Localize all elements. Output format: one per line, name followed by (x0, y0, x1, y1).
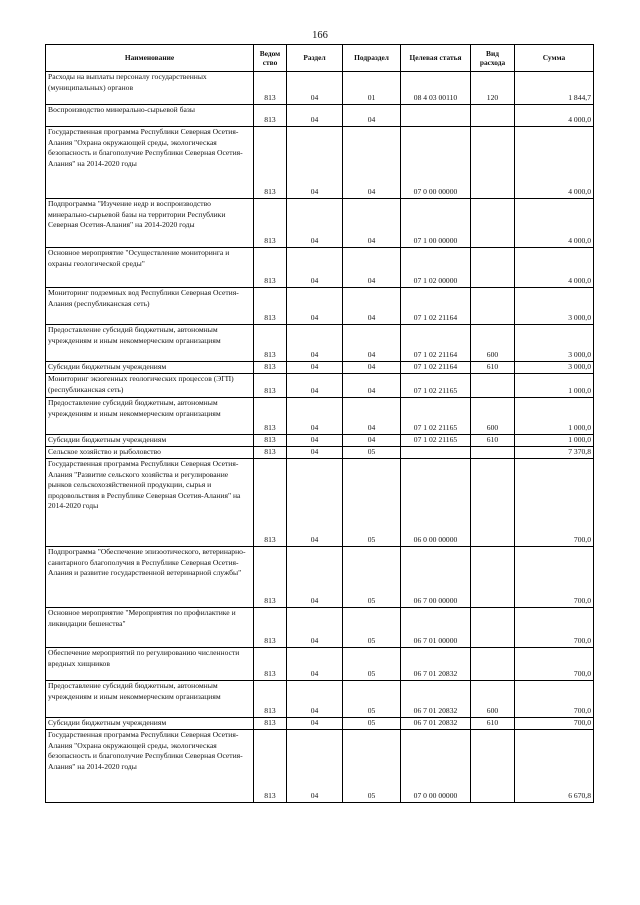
table-body (46, 72, 594, 803)
row-name: Расходы на выплаты персоналу государственных (муниципальных) органов (46, 72, 254, 105)
row-article: 06 7 01 20832 (401, 648, 471, 681)
row-section: 04 (287, 730, 343, 803)
row-name: Предоставление субсидий бюджетным, автономным учреждениям и иным некоммерческим организациям (46, 398, 254, 435)
row-sum: 7 370,8 (515, 447, 594, 459)
row-article: 07 1 02 21165 (401, 435, 471, 447)
row-dept: 813 (254, 730, 287, 803)
table-row (46, 374, 594, 398)
row-dept: 813 (254, 459, 287, 547)
table-row (46, 718, 594, 730)
table-row (46, 248, 594, 288)
row-section: 04 (287, 127, 343, 199)
row-expense-type (471, 648, 515, 681)
row-name: Основное мероприятие "Мероприятия по профилактике и ликвидации бешенства" (46, 608, 254, 648)
row-dept: 813 (254, 648, 287, 681)
row-expense-type (471, 199, 515, 248)
row-article: 07 1 00 00000 (401, 199, 471, 248)
row-subsection: 05 (343, 459, 401, 547)
row-dept: 813 (254, 72, 287, 105)
row-expense-type: 610 (471, 362, 515, 374)
table-row (46, 325, 594, 362)
row-article: 07 1 02 21165 (401, 374, 471, 398)
row-expense-type (471, 374, 515, 398)
header-article: Целевая статья (401, 45, 471, 72)
table-row (46, 459, 594, 547)
header-row (46, 45, 594, 72)
row-sum: 700,0 (515, 608, 594, 648)
row-section: 04 (287, 288, 343, 325)
row-section: 04 (287, 681, 343, 718)
row-dept: 813 (254, 362, 287, 374)
row-name: Предоставление субсидий бюджетным, автономным учреждениям и иным некоммерческим организациям (46, 325, 254, 362)
row-sum: 3 000,0 (515, 288, 594, 325)
table-row (46, 362, 594, 374)
row-section: 04 (287, 199, 343, 248)
row-article: 06 7 01 20832 (401, 718, 471, 730)
row-article: 07 0 00 00000 (401, 730, 471, 803)
row-sum: 4 000,0 (515, 127, 594, 199)
row-name: Подпрограмма "Изучение недр и воспроизводство минерально-сырьевой базы на территории Республики Северная Осетия-Алания" на 2014-2020 годы (46, 199, 254, 248)
row-name: Подпрограмма "Обеспечение эпизоотического, ветеринарно-санитарного благополучия в Республике Северная Осетия-Алания и развитие государственной ветеринарной службы" (46, 547, 254, 608)
row-section: 04 (287, 325, 343, 362)
row-sum: 4 000,0 (515, 199, 594, 248)
row-section: 04 (287, 718, 343, 730)
row-sum: 6 670,8 (515, 730, 594, 803)
row-expense-type: 120 (471, 72, 515, 105)
row-name: Субсидии бюджетным учреждениям (46, 435, 254, 447)
row-section: 04 (287, 447, 343, 459)
row-expense-type: 600 (471, 681, 515, 718)
row-subsection: 05 (343, 447, 401, 459)
row-expense-type: 610 (471, 718, 515, 730)
row-article: 08 4 03 00110 (401, 72, 471, 105)
row-dept: 813 (254, 718, 287, 730)
row-sum: 1 844,7 (515, 72, 594, 105)
row-expense-type (471, 447, 515, 459)
row-sum: 1 000,0 (515, 435, 594, 447)
table-row (46, 398, 594, 435)
row-article: 07 1 02 21164 (401, 325, 471, 362)
row-expense-type (471, 547, 515, 608)
row-sum: 700,0 (515, 718, 594, 730)
header-subsection: Подраздел (343, 45, 401, 72)
row-name: Государственная программа Республики Северная Осетия-Алания "Охрана окружающей среды, экологическая безопасность и благополучие Республики Северная Осетия-Алания" на 2014-2020 годы (46, 127, 254, 199)
header-sum: Сумма (515, 45, 594, 72)
row-article: 07 1 02 00000 (401, 248, 471, 288)
row-sum: 700,0 (515, 547, 594, 608)
row-sum: 700,0 (515, 681, 594, 718)
table-row (46, 105, 594, 127)
row-expense-type (471, 248, 515, 288)
row-dept: 813 (254, 447, 287, 459)
row-subsection: 04 (343, 288, 401, 325)
row-dept: 813 (254, 398, 287, 435)
row-subsection: 04 (343, 374, 401, 398)
table-row (46, 681, 594, 718)
row-dept: 813 (254, 127, 287, 199)
header-name: Наименование (46, 45, 254, 72)
row-subsection: 05 (343, 608, 401, 648)
header-expense-type: Вид расхода (471, 45, 515, 72)
row-subsection: 05 (343, 648, 401, 681)
row-dept: 813 (254, 288, 287, 325)
row-section: 04 (287, 105, 343, 127)
header-dept: Ведом ство (254, 45, 287, 72)
row-name: Государственная программа Республики Северная Осетия-Алания "Развитие сельского хозяйства и регулирование рынков сельскохозяйственной продукции, сырья и продовольствия в Республике Северная Осетия-Алания" на 2014-2020 годы (46, 459, 254, 547)
row-article: 07 0 00 00000 (401, 127, 471, 199)
table-row (46, 127, 594, 199)
row-section: 04 (287, 248, 343, 288)
row-section: 04 (287, 648, 343, 681)
table-row (46, 648, 594, 681)
row-article: 06 7 00 00000 (401, 547, 471, 608)
row-subsection: 05 (343, 730, 401, 803)
row-subsection: 04 (343, 248, 401, 288)
table-row (46, 288, 594, 325)
row-subsection: 04 (343, 362, 401, 374)
row-dept: 813 (254, 248, 287, 288)
row-subsection: 04 (343, 325, 401, 362)
row-sum: 1 000,0 (515, 374, 594, 398)
row-expense-type (471, 459, 515, 547)
table-row (46, 547, 594, 608)
row-name: Предоставление субсидий бюджетным, автономным учреждениям и иным некоммерческим организациям (46, 681, 254, 718)
row-name: Основное мероприятие "Осуществление мониторинга и охраны геологической среды" (46, 248, 254, 288)
row-section: 04 (287, 547, 343, 608)
row-name: Обеспечение мероприятий по регулированию численности вредных хищников (46, 648, 254, 681)
table-row (46, 608, 594, 648)
row-article (401, 447, 471, 459)
row-subsection: 04 (343, 127, 401, 199)
row-section: 04 (287, 398, 343, 435)
row-expense-type (471, 730, 515, 803)
table-row (46, 730, 594, 803)
row-article (401, 105, 471, 127)
row-dept: 813 (254, 199, 287, 248)
row-article: 06 0 00 00000 (401, 459, 471, 547)
row-expense-type (471, 127, 515, 199)
row-subsection: 05 (343, 681, 401, 718)
row-subsection: 05 (343, 547, 401, 608)
row-subsection: 04 (343, 199, 401, 248)
row-subsection: 04 (343, 398, 401, 435)
table-row (46, 72, 594, 105)
row-sum: 4 000,0 (515, 105, 594, 127)
row-section: 04 (287, 435, 343, 447)
row-name: Мониторинг подземных вод Республики Северная Осетия-Алания (республиканская сеть) (46, 288, 254, 325)
row-name: Воспроизводство минерально-сырьевой базы (46, 105, 254, 127)
row-dept: 813 (254, 435, 287, 447)
row-article: 06 7 01 00000 (401, 608, 471, 648)
table-row (46, 447, 594, 459)
row-subsection: 04 (343, 435, 401, 447)
row-expense-type (471, 608, 515, 648)
row-sum: 1 000,0 (515, 398, 594, 435)
row-expense-type (471, 288, 515, 325)
row-sum: 4 000,0 (515, 248, 594, 288)
row-dept: 813 (254, 374, 287, 398)
header-section: Раздел (287, 45, 343, 72)
row-sum: 700,0 (515, 459, 594, 547)
row-expense-type: 600 (471, 325, 515, 362)
row-dept: 813 (254, 325, 287, 362)
row-article: 06 7 01 20832 (401, 681, 471, 718)
row-article: 07 1 02 21164 (401, 288, 471, 325)
table-row (46, 435, 594, 447)
row-name: Субсидии бюджетным учреждениям (46, 362, 254, 374)
page-number: 166 (312, 30, 328, 41)
row-subsection: 01 (343, 72, 401, 105)
row-expense-type (471, 105, 515, 127)
row-sum: 700,0 (515, 648, 594, 681)
row-expense-type: 610 (471, 435, 515, 447)
budget-table (45, 44, 594, 803)
row-article: 07 1 02 21165 (401, 398, 471, 435)
row-section: 04 (287, 608, 343, 648)
row-article: 07 1 02 21164 (401, 362, 471, 374)
row-dept: 813 (254, 105, 287, 127)
row-name: Сельское хозяйство и рыболовство (46, 447, 254, 459)
row-section: 04 (287, 374, 343, 398)
row-subsection: 04 (343, 105, 401, 127)
row-name: Государственная программа Республики Северная Осетия-Алания "Охрана окружающей среды, экологическая безопасность и благополучие Республики Северная Осетия-Алания" на 2014-2020 годы (46, 730, 254, 803)
row-section: 04 (287, 459, 343, 547)
row-subsection: 05 (343, 718, 401, 730)
table-row (46, 199, 594, 248)
row-sum: 3 000,0 (515, 325, 594, 362)
row-name: Мониторинг экзогенных геологических процессов (ЭГП) (республиканская сеть) (46, 374, 254, 398)
row-sum: 3 000,0 (515, 362, 594, 374)
row-dept: 813 (254, 608, 287, 648)
row-expense-type: 600 (471, 398, 515, 435)
row-dept: 813 (254, 547, 287, 608)
row-section: 04 (287, 72, 343, 105)
row-section: 04 (287, 362, 343, 374)
row-dept: 813 (254, 681, 287, 718)
row-name: Субсидии бюджетным учреждениям (46, 718, 254, 730)
